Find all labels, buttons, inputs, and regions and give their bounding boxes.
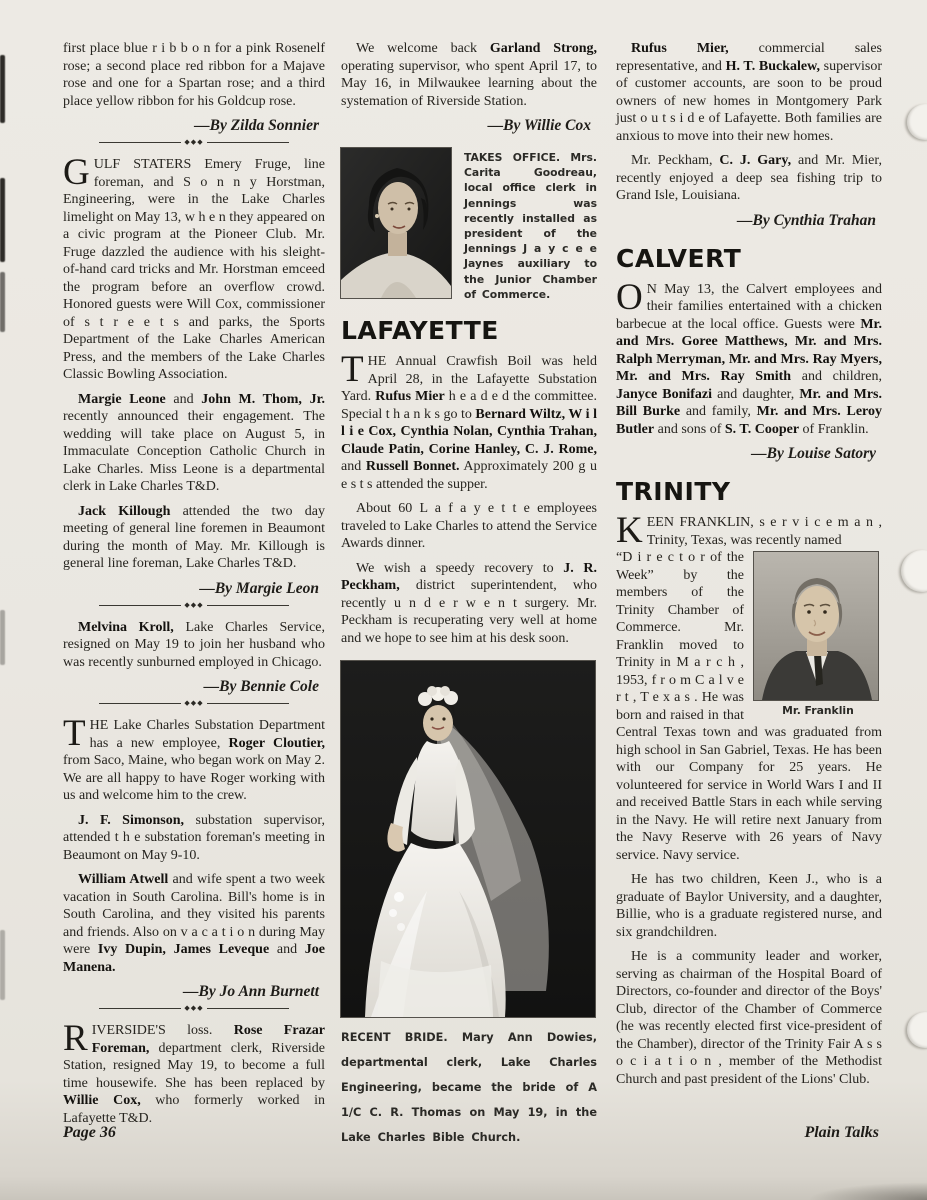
paragraph-keen-franklin-intro: [616, 510, 882, 551]
byline-louise-satory: —By Louise Satory: [751, 445, 876, 462]
scan-edge-mark: [0, 55, 5, 123]
recent-bride-caption: RECENT BRIDE. Mary Ann Dowies, departmental clerk, Lake Charles Engineering, became the bride of A 1/C C. R. Thomas on May 19, in the Lake Charles Bible Church.: [341, 1031, 597, 1145]
paragraph-keen-franklin-body: “D i r e c t o r of the Week” by the members of the Trinity Chamber of Commerce. Mr. Franklin moved to Trinity in M a r c h , 1953, f r o m C a l v e r t , T e x a s . He was born and raised in that Central Texas town and was graduated from high school in San Gabriel, Texas. He has been with our Company for 25 years. He volunteered for service in World Wars I and II and received Battle Stars in each while serving in the Navy. He will retire next January from the Navy Reserve with 26 years of Navy service. Navy service.: [616, 550, 882, 863]
paragraph-crawfish-boil: [341, 349, 598, 493]
divider-ornament-icon: ◆◆◆: [184, 600, 204, 609]
paragraph-text: N May 13, the Calvert employees and their families entertained with a chicken barbecue at the local office. Guests were Mr. and Mrs. Goree Matthews, Mr. and Mrs. Ralph Merryman, Mr. and Mrs. Ray Myers, Mr. and Mrs. Ray Smith and children, Janyce Bonifazi and daughter, Mr. and Mrs. Bill Burke and family, Mr. and Mrs. Leroy Butler and sons of S. T. Cooper of Franklin.: [616, 281, 882, 437]
bride-illustration: [341, 661, 595, 1017]
drop-cap: G: [63, 152, 90, 193]
paragraph-children: He has two children, Keen J., who is a graduate of Baylor University, and a daughter, Billie, who is a graduate registered nurse, and six grandchildren.: [616, 872, 882, 940]
portrait-photo-goodreau: [341, 148, 451, 298]
scan-edge-mark: [0, 610, 5, 665]
paragraph-atwell: William Atwell and wife spent a two week vacation in South Carolina. Bill's home is in South Carolina, and they visited his parents and friends. Also on v a c a t i o n during May were Ivy Dupin, James Leveque and Joe Manena.: [63, 872, 326, 975]
paragraph-text: HE Annual Crawfish Boil was held April 28, in the Lafayette Substation Yard. Rufus Mier h e a d e d the committee. Special t h a n k s go to Bernard Wiltz, W i l l i e Cox, Cynthia Nolan, Cynthia Trahan, Claude Patin, Corine Hanley, C. J. Rome, and Russell Bonnet. Approximately 200 g u e s t s attended the supper.: [341, 354, 598, 492]
byline-zilda-sonnier: —By Zilda Sonnier: [194, 117, 319, 134]
section-header-lafayette: LAFAYETTE: [341, 316, 499, 346]
punch-hole: [907, 1012, 927, 1048]
paragraph-substation: [63, 713, 325, 805]
divider-line: [207, 142, 289, 143]
paragraph-simonson: J. F. Simonson, substation supervisor, attended t h e substation foreman's meeting in Beaumont on May 9-10.: [63, 812, 326, 863]
scan-edge-mark: [0, 272, 5, 332]
byline-margie-leon: —By Margie Leon: [199, 579, 319, 597]
punch-hole: [901, 550, 927, 592]
column-1: [63, 40, 325, 1134]
page-number: Page 36: [63, 1124, 116, 1141]
divider-line: [207, 605, 289, 606]
drop-cap: T: [63, 713, 86, 754]
divider-line: [207, 1008, 289, 1009]
divider-ornament-icon: ◆◆◆: [184, 699, 204, 707]
paragraph-about-60: About 60 L a f a y e t t e employees traveled to Lake Charles to attend the Service Awards dinner.: [341, 501, 597, 552]
bride-photo: [341, 661, 595, 1017]
section-divider: [99, 700, 289, 707]
takes-office-photo-block: [341, 148, 597, 302]
publication-name: Plain Talks: [804, 1124, 879, 1141]
portrait-man-illustration: [754, 552, 878, 700]
paragraph-fishing-trip: Mr. Peckham, C. J. Gary, and Mr. Mier, recently enjoyed a deep sea fishing trip to Grand Isle, Louisiana.: [616, 153, 882, 203]
paragraph-text: HE Lake Charles Substation Department has a new employee, Roger Cloutier, from Saco, Maine, who began work on May 2. We are all happy to have Roger working with us and welcome him to the crew.: [63, 718, 325, 803]
column-3: [616, 40, 882, 1095]
drop-cap: O: [616, 276, 643, 318]
paragraph-peckham-recovery: We wish a speedy recovery to J. R. Peckham, district superintendent, who recently u n d e r w e n t surgery. Mr. Peckham is recuperating very well at home and we hope to see him at his desk soon.: [341, 560, 597, 646]
scan-edge-mark: [0, 178, 5, 262]
divider-ornament-icon: ◆◆◆: [184, 1004, 204, 1012]
paragraph-calvert-barbecue: [616, 276, 882, 439]
paragraph-text: EEN FRANKLIN, s e r v i c e m a n , Trinity, Texas, was recently named: [646, 515, 882, 548]
drop-cap: T: [341, 349, 364, 391]
divider-line: [99, 703, 181, 704]
section-header-trinity: TRINITY: [616, 477, 731, 506]
paragraph-text: ULF STATERS Emery Fruge, line foreman, and S o n n y Horstman, Engineering, were in the Lake Charles limelight on May 13, w h e n they appeared on a civic program at the Pioneer Club. Mr. Fruge dazzled the audience with his sleight-of-hand card tricks and Mr. Horstman emceed the program before an overflow crowd. Honored guests were Will Cox, commissioner of s t r e e t s and parks, the Sports Department of the Lake Charles American Press, and the members of the Lake Charles Classic Bowling Association.: [63, 157, 325, 382]
franklin-photo: [754, 552, 878, 700]
section-header-calvert: CALVERT: [616, 243, 742, 273]
divider-line: [99, 142, 181, 143]
divider-line: [99, 605, 181, 606]
paragraph-riverside: [63, 1018, 325, 1127]
drop-cap: R: [63, 1018, 88, 1059]
scan-edge-mark: [0, 930, 5, 1000]
column-2: [341, 40, 597, 1150]
section-divider: [99, 139, 289, 146]
paragraph-text: IVERSIDE'S loss. Rose Frazar Foreman, department clerk, Riverside Station, resigned May 19, to become a full time housewife. She has been replaced by Willie Cox, who formerly worked in Lafayette T&D.: [63, 1023, 325, 1126]
byline-jo-ann-burnett: —By Jo Ann Burnett: [183, 983, 319, 1000]
portrait-woman-illustration: [341, 148, 451, 298]
divider-line: [207, 703, 289, 704]
punch-hole: [907, 104, 927, 140]
franklin-photo-caption: Mr. Franklin: [782, 704, 854, 717]
paragraph-melvina-kroll: Melvina Kroll, Lake Charles Service, resigned on May 19 to join her husband who was recently sunburned employed in Chicago.: [63, 619, 326, 670]
section-divider: [99, 1005, 289, 1012]
trinity-article-body: [616, 549, 882, 864]
byline-willie-cox: —By Willie Cox: [487, 117, 591, 134]
divider-line: [99, 1008, 181, 1009]
drop-cap: K: [616, 510, 643, 551]
paragraph-gulf-staters: [63, 152, 325, 384]
byline-bennie-cole: —By Bennie Cole: [203, 678, 319, 695]
franklin-photo-block: [754, 552, 882, 717]
paragraph-margie-leone: Margie Leone and John M. Thom, Jr. recently announced their engagement. The wedding will take place on August 5, in Immaculate Conception Catholic Church in Lake Charles. Miss Leone is a departmental clerk in Lake Charles T&D.: [63, 391, 325, 494]
takes-office-caption: TAKES OFFICE. Mrs. Carita Goodreau, local office clerk in Jennings was recently installed as president of the Jennings J a y c e e Jaynes auxiliary to the Junior Chamber of Commerce.: [464, 151, 597, 301]
paragraph-jack-killough: Jack Killough attended the two day meeting of general line foremen in Beaumont during the month of May. Mr. Killough is general line foreman, Lake Charles T&D.: [63, 503, 325, 571]
paragraph-garland-strong: We welcome back Garland Strong, operating supervisor, who spent April 17, to May 16, in Milwaukee learning about the systemation of Riverside Station.: [341, 41, 598, 109]
paragraph-roses: first place blue r i b b o n for a pink Rosenelf rose; a second place red ribbon for a Majave rose and one for a Spartan rose; and a third place yellow ribbon for his Goldcup rose.: [63, 41, 325, 109]
paragraph-mier-buckalew: Rufus Mier, commercial sales representative, and H. T. Buckalew, supervisor of customer accounts, are soon to be proud owners of new homes in Montgomery Park just o u t s i d e of Lafayette. Both families are anxious to move into their new homes.: [616, 41, 882, 144]
section-divider: [99, 602, 289, 609]
paragraph-community-leader: He is a community leader and worker, serving as chairman of the Hospital Board of Directors, co-founder and director of the Boys' Club, director of the Chamber of Commerce (he was recently elected first vice-president of the Chamber), director of the Trinity Fair A s s o c i a t i o n , member of the Methodist Church and past president of the Lions' Club.: [616, 949, 882, 1087]
byline-cynthia-trahan: —By Cynthia Trahan: [737, 211, 876, 229]
scan-corner-smudge: [807, 1182, 927, 1200]
divider-ornament-icon: ◆◆◆: [184, 138, 204, 146]
